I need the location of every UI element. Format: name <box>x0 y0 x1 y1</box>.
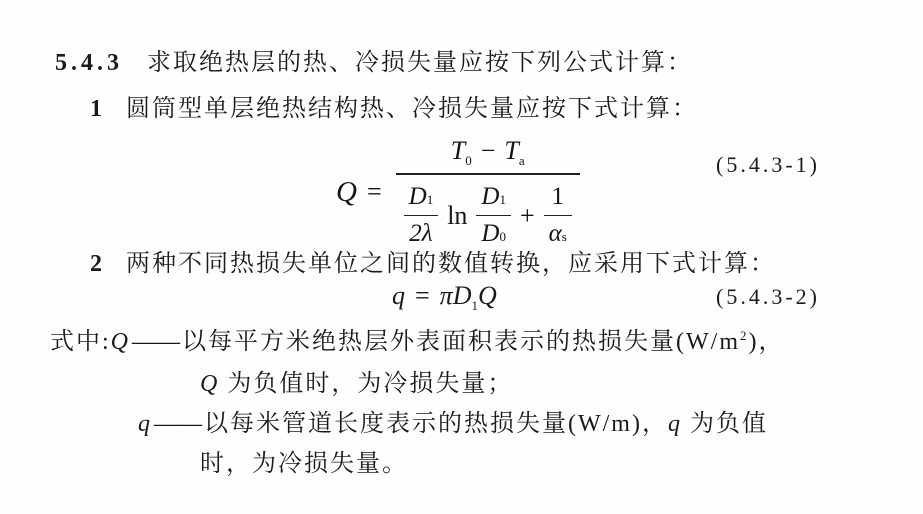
definition-q-text2: 时，为冷损失量。 <box>200 451 408 477</box>
formula1-minus: − <box>480 136 496 165</box>
formula1-one: 1 <box>551 183 564 210</box>
formula-2 <box>392 281 497 314</box>
formula1-T0-sub: 0 <box>465 153 472 169</box>
section-number: 5.4.3 <box>55 50 123 76</box>
formula1-frac-D1-D0: D 1 D 0 <box>476 183 511 248</box>
definition-Q-sup: 2 <box>740 328 749 343</box>
definition-Q-text1b: )， <box>748 329 785 355</box>
definition-Q-symbol: Q <box>110 329 131 355</box>
formula1-D0: D <box>481 220 500 247</box>
formula2-equals: = <box>415 281 430 310</box>
item1-number: 1 <box>90 96 106 122</box>
where-prefix: 式中: <box>50 329 111 355</box>
formula2-pi: π <box>439 281 453 310</box>
formula1-lhs: Q <box>336 175 357 208</box>
formula2-D1: $D_1$ <box>452 281 478 314</box>
definition-Q-text2: 为负值时，为冷损失量； <box>219 371 514 397</box>
section-text: 求取绝热层的热、冷损失量应按下列公式计算： <box>147 50 693 76</box>
definition-q-text1b: 为负值 <box>681 411 768 437</box>
formula1-equation-number: (5.4.3-1) <box>716 152 820 177</box>
definition-q-symbol: q <box>138 411 152 437</box>
definition-Q-text1a: 以每平方米绝热层外表面积表示的热损失量(W/m <box>182 329 740 355</box>
definition-q-line1 <box>138 409 768 439</box>
formula-1 <box>336 136 580 248</box>
definition-Q-cont-symbol: Q <box>200 371 220 397</box>
section-heading <box>55 48 693 78</box>
formula1-Ta-sub: a <box>518 153 525 169</box>
formula1-D1: D <box>481 183 500 210</box>
definition-q-line2 <box>200 449 408 479</box>
item2-number: 2 <box>90 251 106 277</box>
item1-text: 圆筒型单层绝热结构热、冷损失量应按下式计算： <box>126 96 698 122</box>
definition-q-mid-symbol: q <box>667 411 682 437</box>
item1-line <box>90 94 698 124</box>
definition-Q-dash: —— <box>132 329 181 355</box>
formula1-D1-top: D <box>408 183 427 210</box>
formula2-lhs: q <box>392 281 405 310</box>
formula1-frac-D1-2lambda: D 1 2λ <box>404 183 439 248</box>
formula2-Q: Q <box>477 281 497 310</box>
formula2-D1-sub: 1 <box>471 298 478 314</box>
formula1-2lambda: 2λ <box>409 220 433 247</box>
formula1-alpha: α <box>548 220 562 247</box>
definition-Q-line2 <box>200 369 513 399</box>
formula1-numerator <box>425 136 551 173</box>
definition-q-text1a: 以每米管道长度表示的热损失量(W/m)， <box>204 411 668 437</box>
formula1-ln: ln <box>447 200 468 230</box>
definition-q-dash: —— <box>154 411 202 437</box>
definition-Q-line1 <box>50 327 785 357</box>
formula1-equals: = <box>366 177 382 206</box>
formula1-denominator <box>396 173 580 248</box>
item2-line <box>90 249 776 279</box>
formula2-equation-number: (5.4.3-2) <box>716 284 820 309</box>
formula1-plus: + <box>519 200 535 230</box>
formula1-T0: $T_0$ <box>450 136 472 169</box>
formula1-frac-1-alpha: 1 α s <box>544 183 572 248</box>
formula1-Ta: $T_a$ <box>504 136 525 169</box>
item2-text: 两种不同热损失单位之间的数值转换，应采用下式计算： <box>126 251 776 277</box>
formula1-fraction <box>396 136 580 248</box>
